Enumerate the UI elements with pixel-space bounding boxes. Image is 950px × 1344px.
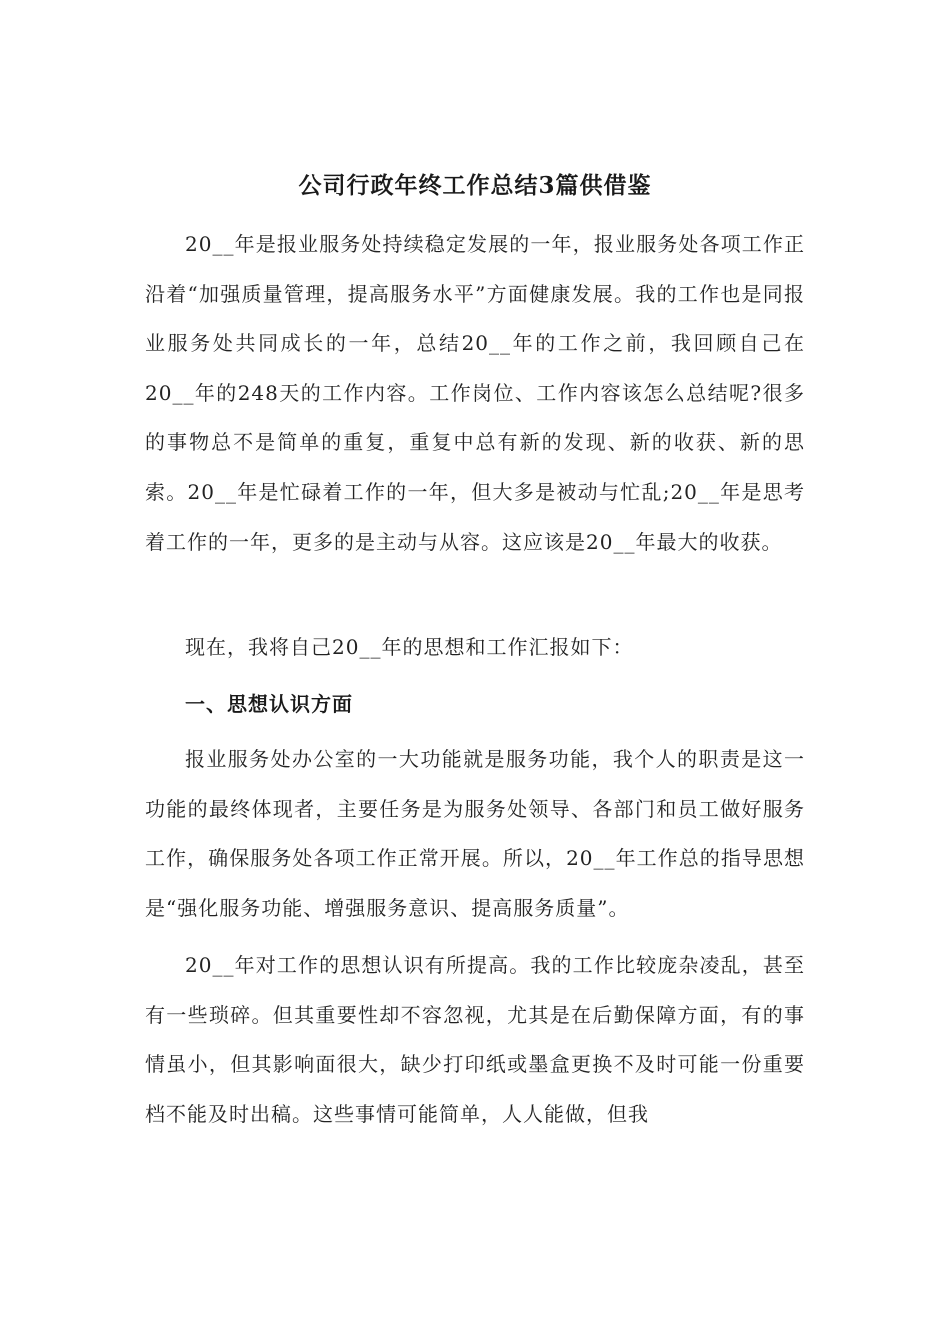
document-title: 公司行政年终工作总结3篇供借鉴 [298,172,652,199]
section-heading-thought: 一、思想认识方面 [185,692,353,716]
paragraph-report-intro: 现在，我将自己20__年的思想和工作汇报如下： [185,635,634,659]
paragraph-intro: 20__年是报业服务处持续稳定发展的一年，报业服务处各项工作正沿着“加强质量管理，提高服务水平”方面健康发展。我的工作也是同报业服务处共同成长的一年，总结20__年的工作之前，我回顾自己在20__年的248天的工作内容。工作岗位、工作内容该怎么总结呢?很多的事物总不是简单的重复，重复中总有新的发现、新的收获、新的思索。20__年是忙碌着工作的一年，但大多是被动与忙乱;20__年是思考着工作的一年，更多的是主动与从容。这应该是20__年最大的收获。 [145,232,805,554]
paragraph-thought-improvement: 20__年对工作的思想认识有所提高。我的工作比较庞杂凌乱，甚至有一些琐碎。但其重要性却不容忽视，尤其是在后勤保障方面，有的事情虽小，但其影响面很大，缺少打印纸或墨盒更换不及时可能一份重要档不能及时出稿。这些事情可能简单，人人能做，但我 [145,953,805,1126]
paragraph-service-function: 报业服务处办公室的一大功能就是服务功能，我个人的职责是这一功能的最终体现者，主要任务是为服务处领导、各部门和员工做好服务工作，确保服务处各项工作正常开展。所以，20__年工作总的指导思想是“强化服务功能、增强服务意识、提高服务质量”。 [145,747,805,920]
